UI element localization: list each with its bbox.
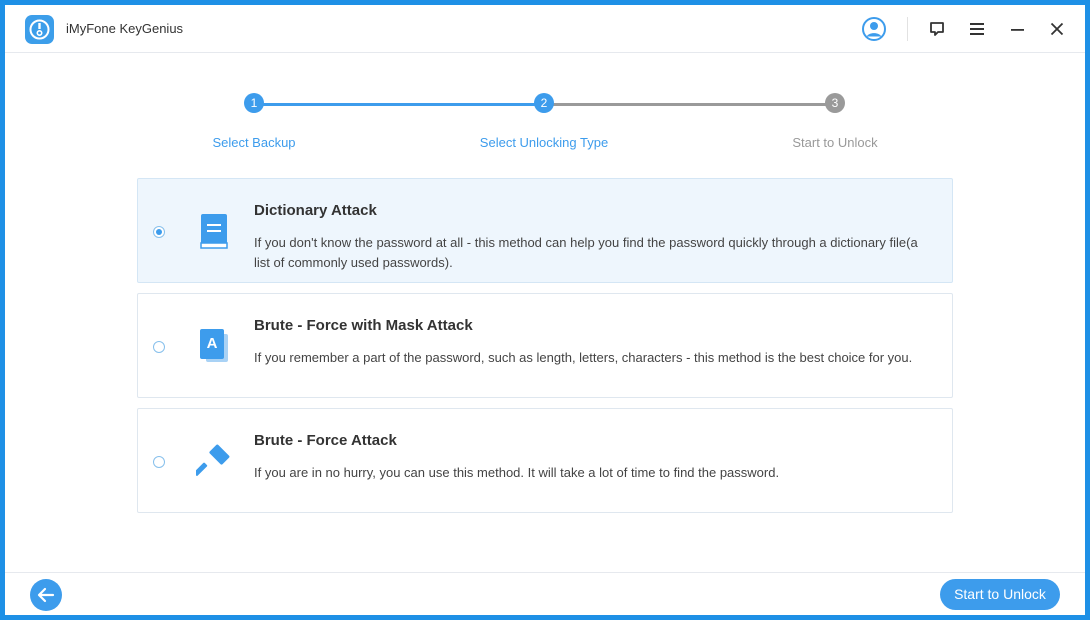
option-description: If you are in no hurry, you can use this method. It will take a lot of time to find the password. — [254, 465, 780, 480]
footer-bar — [5, 572, 1085, 615]
close-icon[interactable] — [1043, 15, 1071, 43]
option-title: Brute - Force Attack — [254, 432, 397, 449]
back-button[interactable] — [30, 579, 62, 611]
app-title: iMyFone KeyGenius — [66, 21, 184, 36]
title-bar — [5, 5, 1085, 53]
app-window — [5, 5, 1085, 615]
step-2-circle: 2 — [534, 93, 554, 113]
step-3-label: Start to Unlock — [792, 135, 878, 150]
option-radio[interactable] — [153, 456, 165, 468]
option-description: If you remember a part of the password, such as length, letters, characters - this method is the best choice for you. — [254, 350, 913, 365]
step-3-circle: 3 — [825, 93, 845, 113]
option-dictionary-attack[interactable] — [137, 178, 953, 283]
option-radio[interactable] — [153, 226, 165, 238]
mask-attack-icon — [196, 327, 232, 367]
back-arrow-icon — [30, 579, 62, 611]
account-icon[interactable] — [860, 15, 888, 43]
option-description: If you don't know the password at all - this method can help you find the password quickly through a dictionary file(a list of commonly used passwords). — [254, 235, 918, 270]
dictionary-icon — [196, 212, 232, 252]
progress-stepper — [5, 53, 1085, 163]
step-connector-1 — [260, 103, 543, 106]
titlebar-separator — [907, 17, 908, 41]
step-connector-2 — [550, 103, 833, 106]
option-radio[interactable] — [153, 341, 165, 353]
menu-icon[interactable] — [963, 15, 991, 43]
hammer-icon — [196, 442, 232, 482]
option-mask-attack[interactable] — [137, 293, 953, 398]
option-brute-force-attack[interactable] — [137, 408, 953, 513]
feedback-icon[interactable] — [923, 15, 951, 43]
step-2-label: Select Unlocking Type — [479, 135, 609, 150]
mask-attack-icon-letter: A — [206, 335, 218, 352]
minimize-icon[interactable] — [1003, 15, 1031, 43]
step-1-circle: 1 — [244, 93, 264, 113]
option-title: Dictionary Attack — [254, 202, 377, 219]
start-to-unlock-button[interactable]: Start to Unlock — [940, 579, 1060, 610]
step-1-label: Select Backup — [212, 135, 296, 150]
option-title: Brute - Force with Mask Attack — [254, 317, 473, 334]
app-logo-icon — [25, 15, 54, 44]
